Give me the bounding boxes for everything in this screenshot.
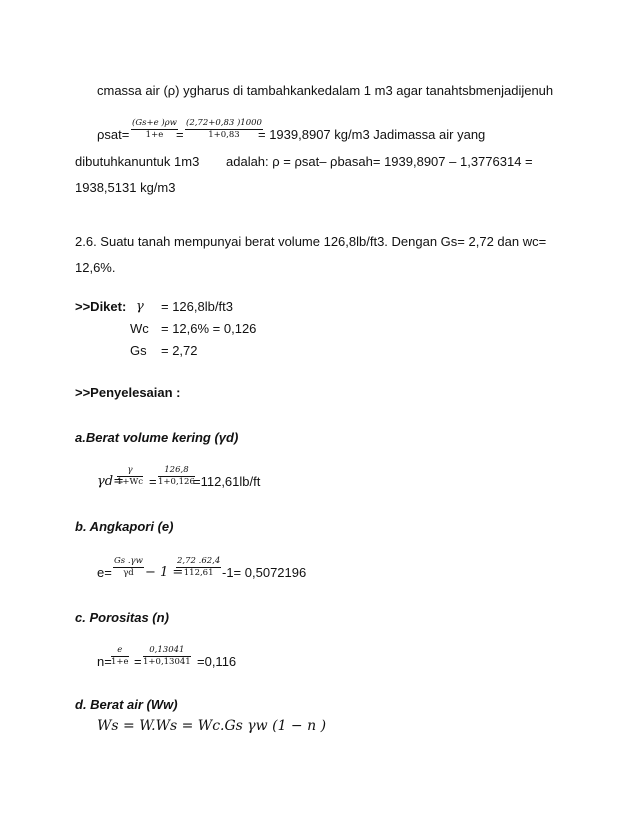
section-a-fraction-2-denominator: 1+0,126 — [158, 477, 195, 487]
penyelesaian-heading: >>Penyelesaian : — [75, 385, 181, 400]
psat-fraction-1-numerator: (Gs+e )ρw — [132, 118, 177, 128]
psat-lhs: ρsat= — [97, 127, 130, 142]
section-c-fraction-1-numerator: e — [111, 645, 129, 657]
diket-gamma-symbol: γ — [136, 299, 144, 314]
diket-gamma-value: = 126,8lb/ft3 — [161, 299, 233, 314]
section-a-fraction-1-numerator: γ — [117, 465, 143, 477]
diket-wc-value: = 12,6% = 0,126 — [161, 321, 257, 336]
section-c-fraction-1-denominator: 1+e — [111, 657, 129, 667]
section-a-fraction-1 — [117, 465, 143, 488]
psat-fraction-2 — [185, 118, 263, 141]
section-c-title: c. Porositas (n) — [75, 610, 169, 625]
psat-fraction-2-numerator: (2,72+0,83 )1000 — [186, 118, 262, 128]
section-c-lhs: n= — [97, 654, 112, 669]
section-b-title: b. Angkapori (e) — [75, 519, 174, 534]
psat-result: = 1939,8907 kg/m3 Jadimassa air yang — [258, 127, 486, 142]
psat-fraction-1-denominator: 1+e — [145, 130, 164, 140]
diket-gs-symbol: Gs — [130, 343, 147, 358]
section-c-equals: = — [134, 654, 142, 669]
section-a-equals: = — [149, 474, 157, 489]
section-b-result: -1= 0,5072196 — [222, 565, 307, 580]
section-a-fraction-2-numerator: 126,8 — [158, 465, 195, 477]
psat-fraction-1 — [131, 118, 178, 141]
psat-fraction-2-denominator: 1+0,83 — [208, 130, 240, 140]
diket-wc-symbol: Wc — [130, 321, 149, 336]
section-a-fraction-2 — [158, 465, 195, 488]
section-b-fraction-2-numerator: 2,72 .62,4 — [177, 556, 221, 566]
problem-line1: 2.6. Suatu tanah mempunyai berat volume 126,8lb/ft3. Dengan Gs= 2,72 dan wc= — [75, 234, 547, 249]
section-d-title: d. Berat air (Ww) — [75, 697, 178, 712]
section-a-result: =112,61lb/ft — [193, 474, 261, 489]
section-b-minus-one: − 1 = — [145, 565, 184, 580]
section-b-fraction-1-numerator: Gs .γw — [114, 556, 143, 566]
section-b-fraction-2-denominator: 112,61 — [183, 568, 214, 578]
psat-line3: 1938,5131 kg/m3 — [75, 180, 176, 195]
problem-line2: 12,6%. — [75, 260, 116, 275]
section-c-result: =0,116 — [197, 654, 237, 669]
diket-gs-value: = 2,72 — [161, 343, 198, 358]
section-a-title: a.Berat volume kering (γd) — [75, 430, 239, 445]
psat-line2-a: dibutuhkanuntuk 1m3 — [75, 154, 200, 169]
section-b-fraction-1-denominator: γd — [123, 568, 134, 578]
section-a-lhs: γd= — [97, 474, 124, 489]
psat-line2-b: adalah: ρ = ρsat– ρbasah= 1939,8907 – 1,3776314 = — [226, 154, 533, 169]
section-c-fraction-2 — [143, 645, 191, 668]
section-b-fraction-1 — [113, 556, 144, 579]
section-b-lhs: e= — [97, 565, 112, 580]
section-b-fraction-2 — [176, 556, 221, 579]
section-c-fraction-1 — [111, 645, 129, 668]
psat-equals: = — [176, 127, 184, 142]
section-c-fraction-2-denominator: 1+0,13041 — [143, 657, 191, 667]
intro-line: cmassa air (ρ) ygharus di tambahkankedalam 1 m3 agar tanahtsbmenjadijenuh — [97, 83, 554, 98]
section-a-fraction-1-denominator: 1+Wc — [117, 477, 144, 487]
section-d-formula: Ws = W.Ws = Wc.Gs γw (1 − n ) — [97, 718, 327, 734]
diket-label: >>Diket: — [75, 299, 127, 314]
section-c-fraction-2-numerator: 0,13041 — [143, 645, 191, 657]
